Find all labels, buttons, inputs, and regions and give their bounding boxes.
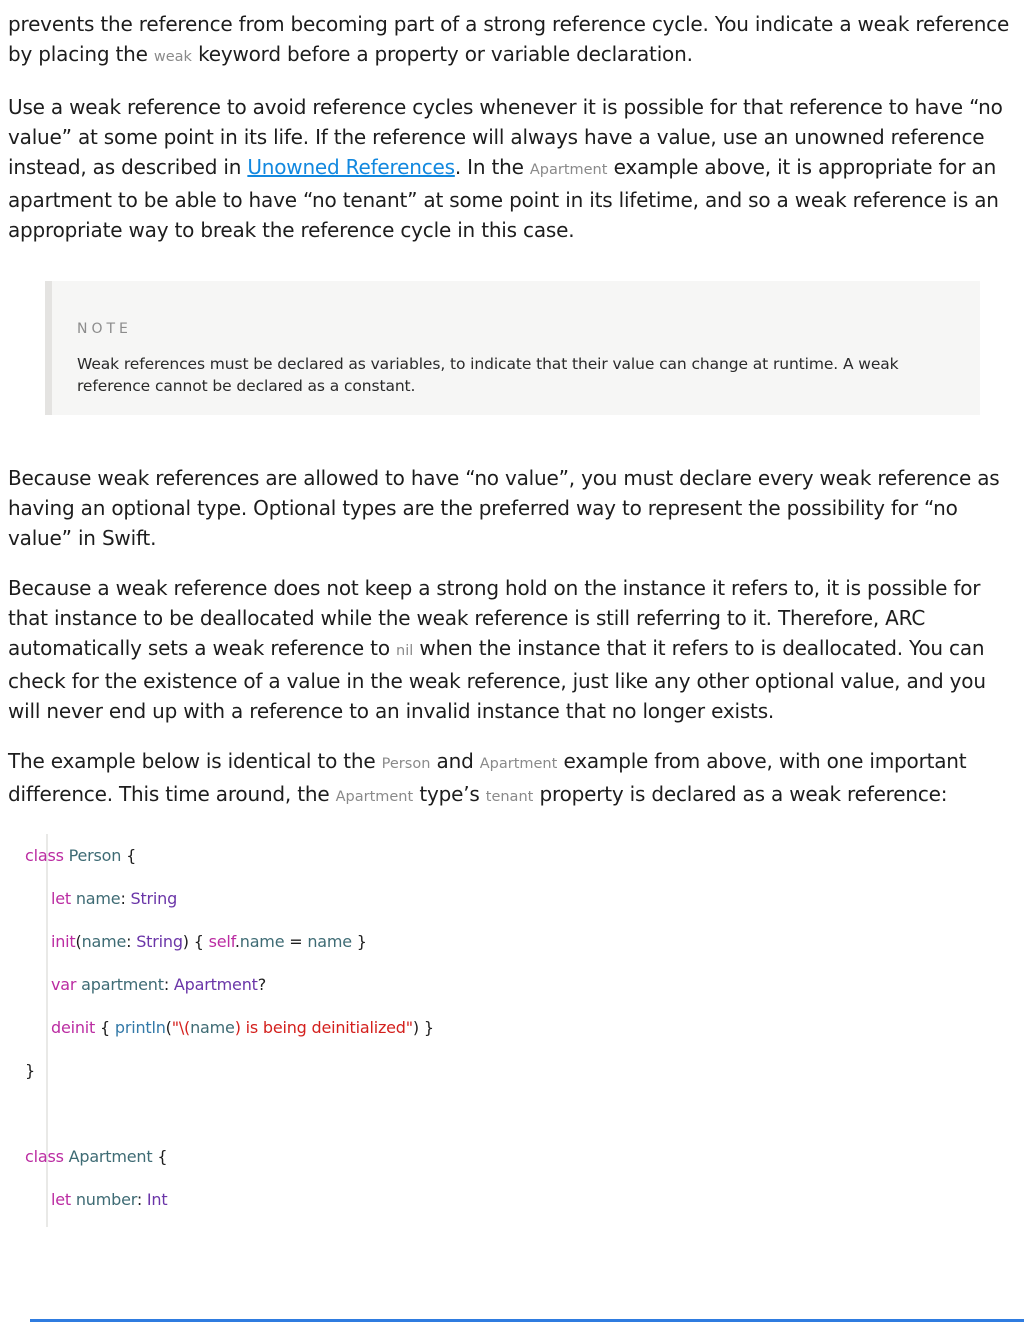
- text-run: Because a weak reference does not keep a strong hold on the instance it refers to, it is possible for that instance to be deallocated while the weak reference is still referring to it. Therefore, ARC automatically sets a weak reference to: [8, 576, 981, 660]
- paragraph-weak-intro: [8, 9, 1014, 72]
- code-token: apartment: [81, 975, 164, 994]
- code-line: [22, 1135, 1014, 1178]
- inline-code: Apartment: [479, 756, 558, 772]
- code-token: {: [152, 1147, 168, 1166]
- inline-code: Apartment: [335, 789, 414, 805]
- code-token: class: [25, 846, 64, 865]
- text-run: type’s: [413, 782, 486, 806]
- code-token: let: [51, 1190, 71, 1209]
- paragraph-optional-type: [8, 463, 1014, 553]
- code-token: (: [165, 1018, 172, 1037]
- code-line: [48, 963, 1014, 1006]
- text-run: Because weak references are allowed to have “no value”, you must declare every weak reference as having an optional type. Optional types are the preferred way to represent the possibility for “no value” in Swift.: [8, 466, 1000, 550]
- code-token: Person: [68, 846, 122, 865]
- code-line: [48, 1092, 1014, 1135]
- code-token: String: [136, 932, 183, 951]
- code-line: [48, 877, 1014, 920]
- code-line: [22, 1049, 1014, 1092]
- paragraph-arc-nil: [8, 573, 1014, 726]
- code-token: self: [208, 932, 235, 951]
- text-run: example above, it is appropriate for an apartment to be able to have “no tenant” at some point in its lifetime, and so a weak reference is an appropriate way to break the reference cycle in this case.: [8, 155, 999, 242]
- text-run: and: [430, 749, 480, 773]
- code-token: Int: [146, 1190, 168, 1209]
- code-token: =: [284, 932, 308, 951]
- code-token: ) }: [412, 1018, 434, 1037]
- code-token: name: [239, 932, 285, 951]
- paragraph-use-weak-reference: [8, 92, 1014, 245]
- code-token: :: [163, 975, 174, 994]
- inline-code: weak: [153, 49, 192, 65]
- code-token: }: [25, 1061, 35, 1080]
- code-block: [25, 834, 1014, 1227]
- code-token: ) {: [182, 932, 209, 951]
- code-token: name: [75, 889, 121, 908]
- code-line: [48, 920, 1014, 963]
- code-line: [48, 1006, 1014, 1049]
- note-box: [45, 281, 980, 415]
- code-line: [22, 834, 1014, 877]
- text-run: The example below is identical to the: [8, 749, 382, 773]
- code-token: ) is being deinitialized": [234, 1018, 413, 1037]
- code-token: Apartment: [173, 975, 258, 994]
- text-run: Use a weak reference to avoid reference cycles whenever it is possible for that reference to have “no value” at some point in its life. If the reference will always have a value, use an unowned reference instead, as described in: [8, 95, 1003, 179]
- code-token: Apartment: [68, 1147, 153, 1166]
- code-token: number: [75, 1190, 137, 1209]
- code-token: deinit: [51, 1018, 96, 1037]
- code-token: let: [51, 889, 71, 908]
- code-token: ?: [257, 975, 267, 994]
- code-token: var: [51, 975, 77, 994]
- code-token: {: [121, 846, 137, 865]
- text-run: when the instance that it refers to is deallocated. You can check for the existence of a value in the weak reference, just like any other optional value, and you will never end up with a reference to an invalid instance that no longer exists.: [8, 636, 986, 723]
- text-run: keyword before a property or variable declaration.: [191, 42, 693, 66]
- code-token: name: [190, 1018, 235, 1037]
- code-token: (: [75, 932, 82, 951]
- code-token: .: [234, 932, 240, 951]
- code-token: String: [130, 889, 178, 908]
- code-token: :: [120, 889, 131, 908]
- code-token: "\(: [171, 1018, 191, 1037]
- code-token: {: [95, 1018, 115, 1037]
- note-label: NOTE: [77, 321, 132, 337]
- paragraph-example-intro: [8, 746, 1014, 812]
- unowned-references-link[interactable]: Unowned References: [247, 155, 455, 179]
- code-token: :: [126, 932, 137, 951]
- bottom-blue-rule: [30, 1319, 1024, 1322]
- text-run: example from above, with one important difference. This time around, the: [8, 749, 967, 806]
- code-token: :: [136, 1190, 147, 1209]
- inline-code: Person: [381, 756, 431, 772]
- code-token: init: [51, 932, 76, 951]
- inline-code: tenant: [485, 789, 534, 805]
- text-run: prevents the reference from becoming part of a strong reference cycle. You indicate a weak reference by placing the: [8, 12, 1010, 66]
- inline-code: nil: [396, 643, 414, 659]
- code-token: name: [81, 932, 127, 951]
- code-token: println: [114, 1018, 166, 1037]
- inline-code: Apartment: [529, 162, 608, 178]
- code-token: name: [307, 932, 352, 951]
- text-run: property is declared as a weak reference:: [533, 782, 948, 806]
- text-run: . In the: [454, 155, 530, 179]
- note-body-text: Weak references must be declared as variables, to indicate that their value can change at runtime. A weak reference cannot be declared as a constant.: [77, 355, 899, 395]
- code-token: class: [25, 1147, 64, 1166]
- code-line: [48, 1178, 1014, 1221]
- code-token: }: [351, 932, 367, 951]
